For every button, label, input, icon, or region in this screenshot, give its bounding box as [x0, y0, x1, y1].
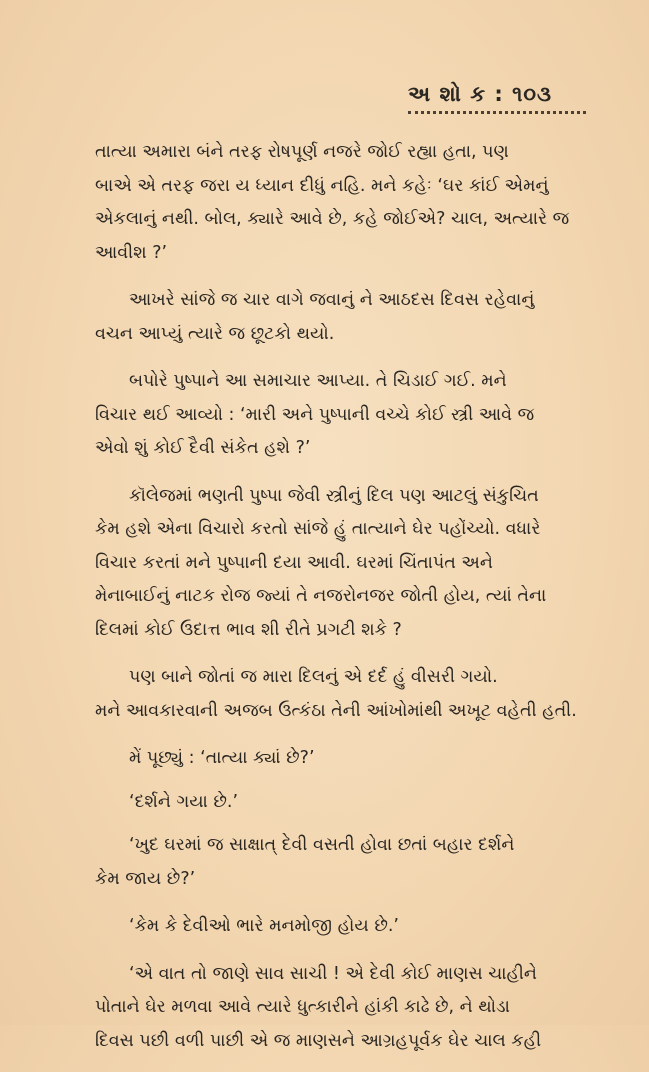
text-line: બપોરે પુષ્પાને આ સમાચાર આપ્યા. તે ચિડાઈ ગઈ. મને [129, 371, 507, 391]
text-line: એવો શું કોઈ દૈવી સંકેત હશે ?’ [95, 438, 311, 458]
text-line: દિવસ પછી વળી પાછી એ જ માણસને આગ્રહપૂર્વક ઘેર ચાલ કહી [95, 1030, 542, 1051]
text-line: વચન આપ્યું ત્યારે જ છૂટકો થયો. [95, 323, 335, 344]
text-line: પણ બાને જોતાં જ મારા દિલનું એ દર્દ હું વીસરી ગયો. [129, 667, 498, 687]
text-line: કેમ જાય છે?’ [95, 868, 196, 889]
paragraph [95, 958, 605, 1059]
text-line: ‘એ વાત તો જાણે સાવ સાચી ! એ દેવી કોઈ માણસ ચાહીને [129, 963, 537, 984]
text-line: આખરે સાંજે જ ચાર વાગે જવાનું ને આઠદસ દિવસ રહેવાનું [129, 290, 535, 310]
text-line: મને આવકારવાની અજબ ઉત્કંઠા તેની આંખોમાંથી અખૂટ વહેતી હતી. [95, 700, 577, 721]
text-line: મેં પૂછ્યું : ‘તાત્યા ક્યાં છે?’ [129, 748, 315, 768]
text-line: કેમ હશે એના વિચારો કરતો સાંજે હું તાત્યાને ઘેર પહોંચ્યો. વધારે [95, 519, 541, 539]
text-line: વિચાર થઈ આવ્યો : ‘મારી અને પુષ્પાની વચ્ચે કોઈ સ્ત્રી આવે જ [95, 404, 535, 425]
text-line: પોતાને ઘેર મળવા આવે ત્યારે ધુત્કારીને હાંકી કાઢે છે, ને થોડા [95, 997, 510, 1017]
text-line: ‘દર્શને ગયા છે.’ [129, 791, 239, 812]
paragraph [95, 742, 605, 776]
running-head [408, 82, 598, 114]
text-line: એકલાનું નથી. બોલ, ક્યારે આવે છે, કહે જોઈએ? ચાલ, અત્યારે જ [95, 209, 570, 229]
paragraph [95, 910, 605, 944]
text-line: મેનાબાઈનું નાટક રોજ જ્યાં તે નજરોનજર જોતી હોય, ત્યાં તેના [95, 586, 547, 606]
running-head-title: અ શો ક : ૧૦૩ [408, 82, 552, 106]
text-line: ‘ખુદ ઘરમાં જ સાક્ષાત્ દેવી વસતી હોવા છતાં બહાર દર્શને [129, 835, 515, 855]
paragraph [95, 284, 605, 351]
paragraph [95, 661, 605, 728]
text-line: બાએ એ તરફ જરા ય ધ્યાન દીધું નહિ. મને કહેઃ ‘ઘર કાંઈ એમનું [95, 175, 549, 196]
text-line: દિલમાં કોઈ ઉદાત્ત ભાવ શી રીતે પ્રગટી શકે ? [95, 619, 402, 640]
text-line: તાત્યા અમારા બંને તરફ રોષપૂર્ણ નજરે જોઈ રહ્યા હતા, પણ [95, 142, 509, 162]
paragraph [95, 786, 605, 820]
paragraph [95, 829, 605, 896]
text-line: કૉલેજમાં ભણતી પુષ્પા જેવી સ્ત્રીનું દિલ પણ આટલું સંકુચિત [129, 485, 539, 506]
paragraph [95, 136, 605, 270]
dotted-rule [408, 111, 586, 114]
text-line: ‘કેમ કે દેવીઓ ભારે મનમોજી હોય છે.’ [129, 916, 399, 936]
body-text [95, 136, 605, 1072]
paragraph [95, 480, 605, 648]
paragraph [95, 365, 605, 466]
text-line: આવીશ ?’ [95, 242, 168, 263]
text-line: વિચાર કરતાં મને પુષ્પાની દયા આવી. ઘરમાં ચિંતાપંત અને [95, 552, 493, 573]
